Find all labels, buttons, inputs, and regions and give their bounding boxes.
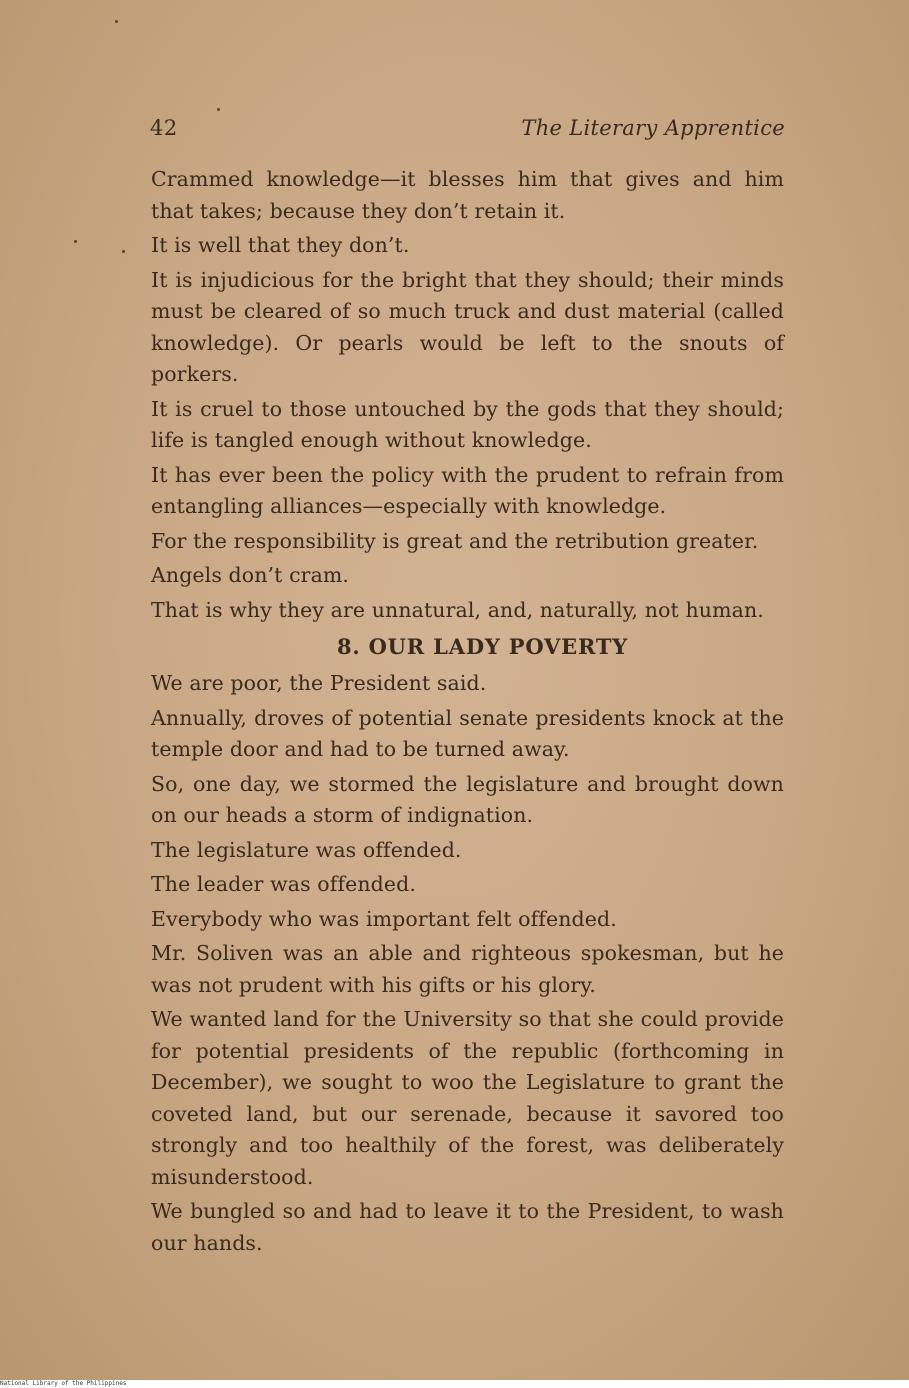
paragraph: Angels don’t cram. xyxy=(151,563,350,587)
body-text xyxy=(151,164,784,1262)
paragraph: The legislature was offended. xyxy=(151,837,462,862)
paper-speck xyxy=(122,250,125,253)
paragraph: We are poor, the President said. xyxy=(151,671,487,695)
paragraph: We wanted land for the University so that she could provide for potential presidents of the republic (forthcoming in December), we sought to woo the Legislature to grant the coveted land, but our serenade, because it savored too strongly and too healthily of the forest, was deliberately misunderstood. xyxy=(151,1007,784,1189)
paragraph: Mr. Soliven was an able and righteous spokesman, but he was not prudent with his gifts or his glory. xyxy=(151,941,784,997)
footer-credit: National Library of the Philippines xyxy=(0,1380,127,1387)
paper-speck xyxy=(74,240,77,243)
page-header xyxy=(150,116,785,146)
paragraph: So, one day, we stormed the legislature and brought down on our heads a storm of indignation. xyxy=(151,771,784,827)
paragraph: That is why they are unnatural, and, naturally, not human. xyxy=(151,597,764,622)
paragraph: We bungled so and had to leave it to the President, to wash our hands. xyxy=(151,1199,784,1255)
paragraph: It is well that they don’t. xyxy=(151,233,410,257)
paper-speck xyxy=(217,108,220,111)
paragraph: It has ever been the policy with the prudent to refrain from entangling alliances—especially with knowledge. xyxy=(151,462,784,518)
paragraph: Annually, droves of potential senate presidents knock at the temple door and had to be turned away. xyxy=(151,705,784,761)
paragraph: For the responsibility is great and the retribution greater. xyxy=(151,528,759,553)
footer-strip xyxy=(0,1380,909,1388)
section-heading: 8. OUR LADY POVERTY xyxy=(336,634,629,659)
paragraph: Everybody who was important felt offended. xyxy=(151,906,617,931)
paper-speck xyxy=(115,20,118,23)
paragraph: It is injudicious for the bright that they should; their minds must be cleared of so much truck and dust material (called knowledge). Or pearls would be left to the snouts of porkers. xyxy=(151,267,784,386)
page-number: 42 xyxy=(150,116,178,140)
paragraph: The leader was offended. xyxy=(151,872,416,896)
running-title: The Literary Apprentice xyxy=(521,116,785,140)
paragraph: Crammed knowledge—it blesses him that gives and him that takes; because they don’t retain it. xyxy=(151,167,784,223)
paragraph: It is cruel to those untouched by the gods that they should; life is tangled enough without knowledge. xyxy=(151,396,784,452)
